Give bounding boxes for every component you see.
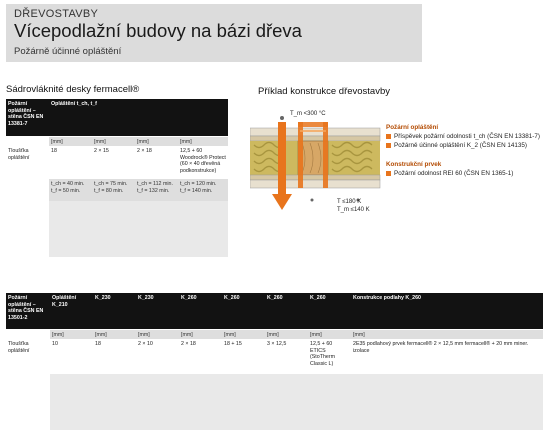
table-row bbox=[6, 146, 228, 179]
unit-cell: [mm] bbox=[222, 329, 265, 339]
table-row bbox=[6, 136, 228, 146]
value-cell: 12,5 + 60 Woodrock® Protect (60 × 40 dřevěná podkonstrukce) bbox=[178, 146, 228, 179]
value-cell: 2 × 18 bbox=[135, 146, 178, 179]
table-section1 bbox=[6, 99, 228, 257]
table-row bbox=[6, 339, 543, 374]
legend-item: Požární odolnost REI 60 (ČSN EN 1365-1) bbox=[386, 170, 546, 177]
board-swatch bbox=[222, 374, 265, 430]
orange-square-icon bbox=[386, 134, 391, 139]
diagram-legend bbox=[386, 124, 546, 179]
temp-bottom-label-1: T ≤180 K bbox=[337, 199, 362, 205]
unit-cell: [mm] bbox=[93, 329, 136, 339]
row-label-thickness: Tloušťka opláštění bbox=[6, 146, 49, 179]
col-head: K_260 bbox=[222, 293, 265, 329]
time-cell: t_ch = 40 min. t_f = 50 min. bbox=[49, 179, 92, 201]
legend-group1-title: Požární opláštění bbox=[386, 124, 439, 131]
unit-cell: [mm] bbox=[135, 136, 178, 146]
table-row bbox=[6, 179, 228, 201]
table-row bbox=[6, 201, 228, 257]
time-cell: t_ch = 112 min. t_f = 132 min. bbox=[135, 179, 178, 201]
unit-cell: [mm] bbox=[136, 329, 179, 339]
col-head: K_260 bbox=[308, 293, 351, 329]
temp-top-label: T_m <300 °C bbox=[290, 111, 326, 117]
board-swatch bbox=[179, 374, 222, 430]
unit-cell: [mm] bbox=[265, 329, 308, 339]
orange-square-icon bbox=[386, 171, 391, 176]
value-cell: 18 + 15 bbox=[222, 339, 265, 374]
col-head: Opláštění K_210 bbox=[50, 293, 93, 329]
time-cell: t_ch = 120 min. t_f = 140 min. bbox=[178, 179, 228, 201]
col-head: K_230 bbox=[93, 293, 136, 329]
value-cell: 10 bbox=[50, 339, 93, 374]
table-row bbox=[6, 293, 543, 329]
page-title: Vícepodlažní budovy na bázi dřeva bbox=[14, 20, 302, 41]
value-cell: 3 × 12,5 bbox=[265, 339, 308, 374]
row-label-head: Požární opláštění – stěna ČSN EN 13501-2 bbox=[6, 293, 50, 329]
unit-cell: [mm] bbox=[351, 329, 543, 339]
unit-cell: [mm] bbox=[179, 329, 222, 339]
unit-cell: [mm] bbox=[50, 329, 93, 339]
col-head: Konstrukce podlahy K_260 bbox=[351, 293, 543, 329]
value-cell: 12,5 + 60 ETICS (StoTherm Classic L) bbox=[308, 339, 351, 374]
board-swatch bbox=[135, 201, 178, 257]
floor-element-swatch bbox=[351, 374, 543, 430]
value-cell: 2 × 15 bbox=[92, 146, 135, 179]
board-swatch bbox=[265, 374, 308, 430]
board-swatch bbox=[50, 374, 93, 430]
row-label-thickness: Tloušťka opláštění bbox=[6, 339, 50, 374]
board-swatch bbox=[92, 201, 135, 257]
value-cell: 18 bbox=[93, 339, 136, 374]
section1-title: Sádrovláknité desky fermacell® bbox=[6, 84, 140, 95]
table-section2 bbox=[6, 293, 543, 430]
legend-item: Požárně účinné opláštění K_2 (ČSN EN 14135) bbox=[386, 142, 546, 149]
value-cell: 2E35 podlahový prvek fermacell® 2 × 12,5 mm fermacell® + 20 mm miner. izolace bbox=[351, 339, 543, 374]
unit-cell: [mm] bbox=[178, 136, 228, 146]
row-label-head: Požární opláštění – stěna ČSN EN 13381-7 bbox=[6, 99, 49, 136]
board-swatch bbox=[49, 201, 92, 257]
unit-cell: [mm] bbox=[92, 136, 135, 146]
category-kicker: DŘEVOSTAVBY bbox=[14, 8, 99, 20]
legend-item: Příspěvek požární odolnosti t_ch (ČSN EN 13381-7) bbox=[386, 133, 546, 140]
temp-bottom-label-2: T_m ≤140 K bbox=[337, 207, 370, 213]
wood-frame-swatch bbox=[178, 201, 228, 257]
etics-swatch bbox=[308, 374, 351, 430]
col-head: K_230 bbox=[136, 293, 179, 329]
unit-cell: [mm] bbox=[308, 329, 351, 339]
unit-cell: [mm] bbox=[49, 136, 92, 146]
time-cell: t_ch = 75 min. t_f = 80 min. bbox=[92, 179, 135, 201]
board-swatch bbox=[136, 374, 179, 430]
col-head: K_260 bbox=[179, 293, 222, 329]
page-subtitle: Požárně účinné opláštění bbox=[14, 46, 122, 57]
table-row bbox=[6, 374, 543, 430]
value-cell: 2 × 10 bbox=[136, 339, 179, 374]
wall-section-diagram bbox=[250, 100, 385, 218]
col-head: Opláštění t_ch, t_f bbox=[49, 99, 228, 136]
table-row bbox=[6, 329, 543, 339]
diagram-title: Příklad konstrukce dřevostavby bbox=[258, 86, 391, 97]
board-swatch bbox=[93, 374, 136, 430]
legend-group2-title: Konstrukční prvek bbox=[386, 161, 442, 168]
col-head: K_260 bbox=[265, 293, 308, 329]
value-cell: 18 bbox=[49, 146, 92, 179]
value-cell: 2 × 18 bbox=[179, 339, 222, 374]
orange-square-icon bbox=[386, 143, 391, 148]
header-band bbox=[6, 4, 422, 62]
table-row bbox=[6, 99, 228, 136]
